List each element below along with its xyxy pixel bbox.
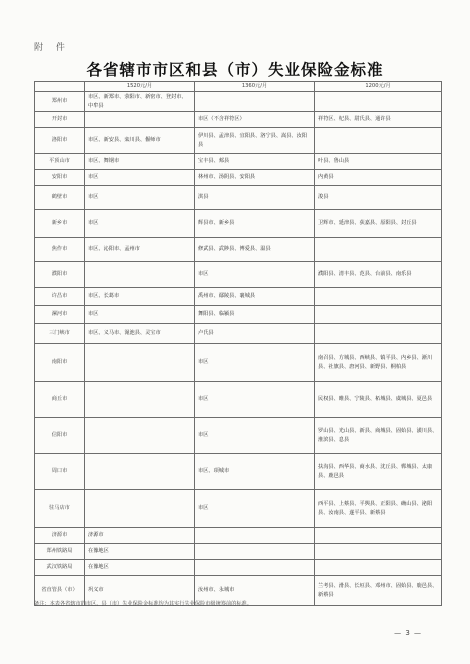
table-row (35, 560, 442, 576)
cell-1360: 市区 (195, 490, 315, 528)
table-row (35, 490, 442, 528)
cell-1360: 市区 (195, 262, 315, 288)
city-cell: 平顶山市 (35, 154, 85, 170)
cell-1360: 淇县 (195, 186, 315, 210)
table-row (35, 382, 442, 418)
cell-1200: 浚县 (315, 186, 442, 210)
table-row (35, 238, 442, 262)
cell-1200: 南召县、方城县、西峡县、镇平县、内乡县、淅川县、社旗县、唐河县、新野县、桐柏县 (315, 344, 442, 382)
standards-table (34, 81, 442, 606)
cell-1360: 禹州市、鄢陵县、襄城县 (195, 288, 315, 306)
city-cell: 焦作市 (35, 238, 85, 262)
cell-1360: 市区（不含祥符区） (195, 112, 315, 128)
table-row (35, 210, 442, 238)
table-row (35, 418, 442, 454)
city-cell: 鹤壁市 (35, 186, 85, 210)
city-cell: 郑州铁路局 (35, 544, 85, 560)
table-row (35, 344, 442, 382)
cell-1360 (195, 92, 315, 112)
cell-1200 (315, 544, 442, 560)
table-row (35, 186, 442, 210)
city-cell: 开封市 (35, 112, 85, 128)
cell-1520: 市区、长葛市 (85, 288, 195, 306)
table-row (35, 128, 442, 154)
document-title: 各省辖市市区和县（市）失业保险金标准 (86, 60, 384, 79)
cell-1360: 市区、项城市 (195, 454, 315, 490)
table-header-row (35, 82, 442, 92)
cell-1520 (85, 454, 195, 490)
city-cell: 濮阳市 (35, 262, 85, 288)
city-cell: 济源市 (35, 528, 85, 544)
cell-1200 (315, 560, 442, 576)
city-cell: 省直管县（市） (35, 576, 85, 606)
table-row (35, 170, 442, 186)
cell-1520 (85, 262, 195, 288)
cell-1360: 修武县、武陟县、博爱县、温县 (195, 238, 315, 262)
cell-1200 (315, 306, 442, 324)
cell-1520 (85, 418, 195, 454)
table-row (35, 528, 442, 544)
header-cell-city (35, 82, 85, 92)
cell-1520: 市区 (85, 170, 195, 186)
table-row (35, 306, 442, 324)
city-cell: 三门峡市 (35, 324, 85, 344)
header-cell-1360: 1360元/月 (195, 82, 315, 92)
table-row (35, 262, 442, 288)
cell-1520: 市区、新郑市、荥阳市、新密市、登封市、中牟县 (85, 92, 195, 112)
header-cell-1520: 1520元/月 (85, 82, 195, 92)
cell-1360: 宝丰县、郏县 (195, 154, 315, 170)
cell-1200: 民权县、睢县、宁陵县、柘城县、虞城县、夏邑县 (315, 382, 442, 418)
cell-1360: 伊川县、孟津县、宜阳县、洛宁县、嵩县、汝阳县 (195, 128, 315, 154)
cell-1200 (315, 92, 442, 112)
table-row (35, 454, 442, 490)
cell-1200 (315, 528, 442, 544)
city-cell: 郑州市 (35, 92, 85, 112)
cell-1360: 市区 (195, 418, 315, 454)
cell-1360: 辉县市、新乡县 (195, 210, 315, 238)
cell-1200: 罗山县、光山县、新县、商城县、固始县、潢川县、淮滨县、息县 (315, 418, 442, 454)
cell-1200: 叶县、鲁山县 (315, 154, 442, 170)
cell-1520: 市区、沁阳市、孟州市 (85, 238, 195, 262)
cell-1360: 市区 (195, 382, 315, 418)
attachment-label: 附 件 (34, 43, 70, 53)
cell-1200: 兰考县、滑县、长垣县、邓州市、固始县、鹿邑县、新蔡县 (315, 576, 442, 606)
cell-1200: 扶沟县、西华县、商水县、沈丘县、郸城县、太康县、鹿邑县 (315, 454, 442, 490)
cell-1520 (85, 490, 195, 528)
cell-1520: 市区、新安县、栾川县、偃师市 (85, 128, 195, 154)
city-cell: 驻马店市 (35, 490, 85, 528)
cell-1520: 市区 (85, 186, 195, 210)
cell-1520: 在豫地区 (85, 560, 195, 576)
city-cell: 安阳市 (35, 170, 85, 186)
cell-1520: 在豫地区 (85, 544, 195, 560)
cell-1520 (85, 112, 195, 128)
cell-1200: 祥符区、杞县、尉氏县、通许县 (315, 112, 442, 128)
table-row (35, 324, 442, 344)
city-cell: 商丘市 (35, 382, 85, 418)
city-cell: 新乡市 (35, 210, 85, 238)
header-cell-1200: 1200元/月 (315, 82, 442, 92)
cell-1360: 林州市、汤阴县、安阳县 (195, 170, 315, 186)
city-cell: 南阳市 (35, 344, 85, 382)
cell-1200 (315, 128, 442, 154)
city-cell: 洛阳市 (35, 128, 85, 154)
cell-1200 (315, 324, 442, 344)
city-cell: 武汉铁路局 (35, 560, 85, 576)
cell-1360: 卢氏县 (195, 324, 315, 344)
cell-1520: 市区、义马市、渑池县、灵宝市 (85, 324, 195, 344)
cell-1520 (85, 344, 195, 382)
city-cell: 信阳市 (35, 418, 85, 454)
table-row (35, 288, 442, 306)
footnote: 备注：本表各省辖市的市区、县（市）失业保险金标准均为其实行失业保险市级统筹前的标准。 (34, 601, 252, 607)
cell-1520 (85, 382, 195, 418)
table-row (35, 112, 442, 128)
table-row (35, 154, 442, 170)
cell-1360 (195, 560, 315, 576)
cell-1520: 市区 (85, 306, 195, 324)
cell-1200 (315, 288, 442, 306)
cell-1520: 巩义市 (85, 576, 195, 606)
cell-1200: 西平县、上蔡县、平舆县、正阳县、确山县、泌阳县、汝南县、遂平县、新蔡县 (315, 490, 442, 528)
cell-1200 (315, 238, 442, 262)
cell-1520: 济源市 (85, 528, 195, 544)
page-number: — 3 — (394, 629, 422, 637)
cell-1360 (195, 528, 315, 544)
cell-1520: 市区、舞钢市 (85, 154, 195, 170)
cell-1200: 内黄县 (315, 170, 442, 186)
cell-1360: 汝州市、永城市 (195, 576, 315, 606)
table-row (35, 92, 442, 112)
cell-1200: 濮阳县、清丰县、范县、台前县、南乐县 (315, 262, 442, 288)
city-cell: 许昌市 (35, 288, 85, 306)
city-cell: 周口市 (35, 454, 85, 490)
table-row (35, 544, 442, 560)
city-cell: 漯河市 (35, 306, 85, 324)
cell-1200: 卫辉市、延津县、获嘉县、原阳县、封丘县 (315, 210, 442, 238)
cell-1520: 市区 (85, 210, 195, 238)
cell-1360 (195, 544, 315, 560)
cell-1360: 舞阳县、临颍县 (195, 306, 315, 324)
cell-1360: 市区 (195, 344, 315, 382)
